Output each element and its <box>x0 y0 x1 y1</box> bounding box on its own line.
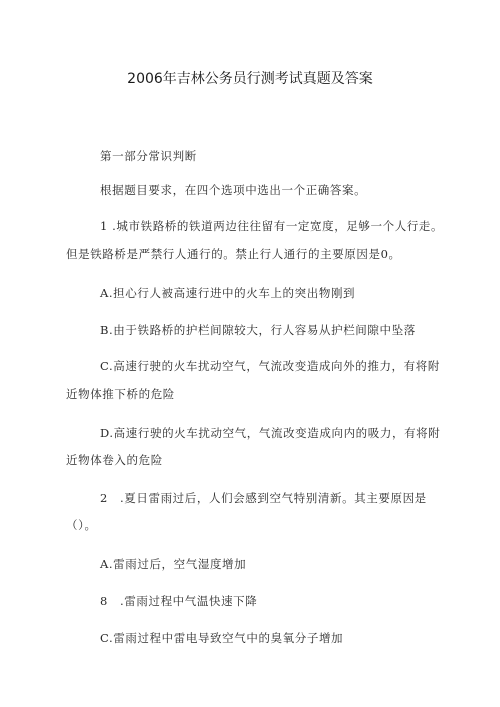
section-heading: 第一部分常识判断 <box>100 149 197 163</box>
question-2-option-a: A.雷雨过后，空气湿度增加 <box>100 557 247 571</box>
question-1-option-c-line1: C.高速行驶的火车扰动空气，气流改变造成向外的推力，有将附 <box>100 359 440 373</box>
question-1-option-b: B.由于铁路桥的护栏间隙较大，行人容易从护栏间隙中坠落 <box>100 323 416 337</box>
question-2-stem-line1: 2 .夏日雷雨过后，人们会感到空气特别清新。其主要原因是 <box>100 491 427 505</box>
question-1-stem-line1: 1 .城市铁路桥的铁道两边往往留有一定宽度，足够一个人行走。 <box>100 219 444 233</box>
question-2-stem-line2: （）。 <box>66 518 97 532</box>
question-1-option-d-line1: D.高速行驶的火车扰动空气，气流改变造成向内的吸力，有将附 <box>100 426 441 440</box>
document-title: 2006年吉林公务员行测考试真题及答案 <box>127 71 373 87</box>
question-1-option-c-line2: 近物体推下桥的危险 <box>66 387 175 401</box>
question-1-option-d-line2: 近物体卷入的危险 <box>66 453 163 467</box>
question-1-option-a: A.担心行人被高速行进中的火车上的突出物刚到 <box>100 286 356 300</box>
question-2-option-b: 8 .雷雨过程中气温快速下降 <box>100 594 258 608</box>
question-2-option-c: C.雷雨过程中雷电导致空气中的臭氧分子增加 <box>100 631 344 645</box>
question-1-stem-line2: 但是铁路桥是严禁行人通行的。禁止行人通行的主要原因是0。 <box>66 247 401 261</box>
instruction-text: 根据题目要求，在四个选项中选出一个正确答案。 <box>100 183 367 197</box>
